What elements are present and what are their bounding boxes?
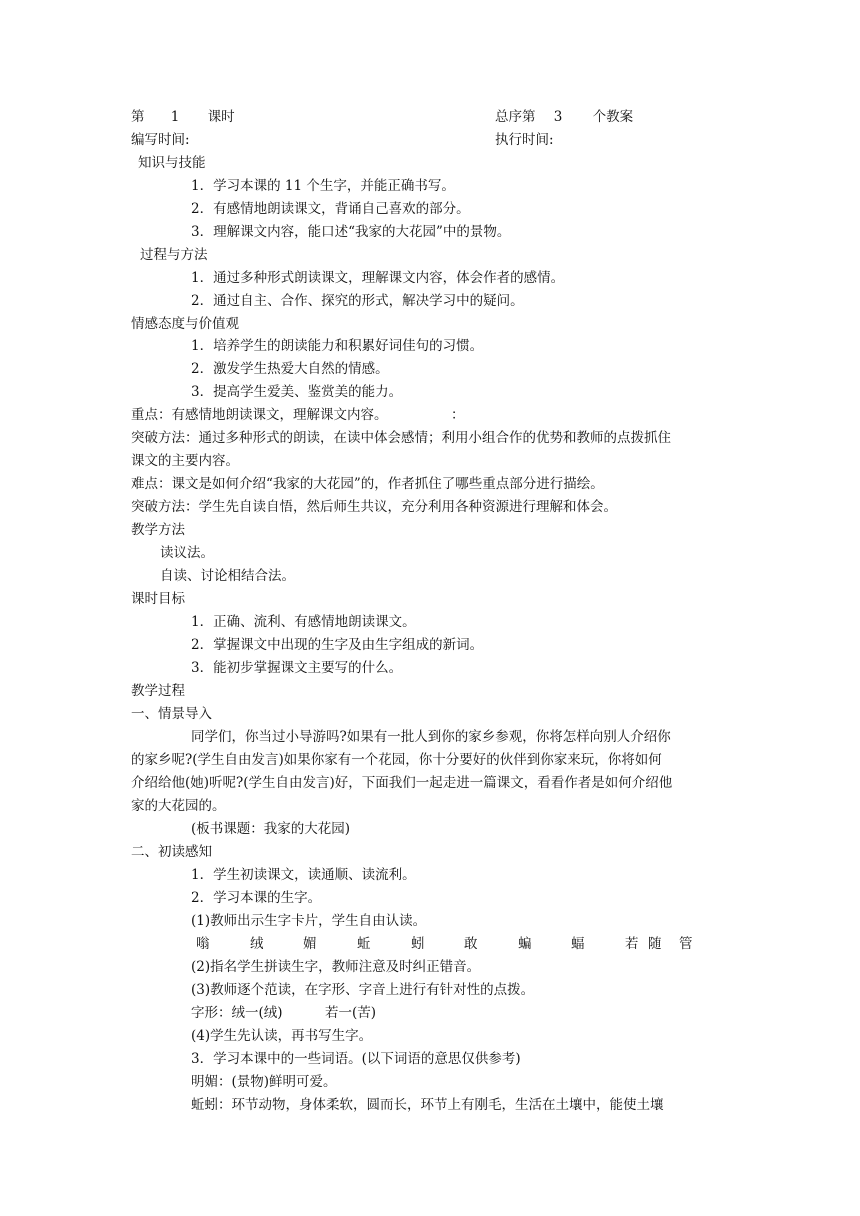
section-title-intro: 一、情景导入 (131, 706, 212, 722)
focus-stray-colon: ： (451, 407, 465, 423)
teaching-process-title: 教学过程 (131, 683, 185, 699)
intro-paragraph-line: 家的大花园的。 (131, 798, 226, 814)
step-item: 1．学生初读课文，读通顺、读流利。 (191, 867, 416, 883)
lesson-goal-item: 2．掌握课文中出现的生字及由生字组成的新词。 (191, 637, 484, 653)
character: 若 (625, 936, 639, 952)
process-method-item: 1．通过多种形式朗读课文，理解课文内容，体会作者的感情。 (191, 270, 565, 286)
character: 敢 (464, 936, 478, 952)
plan-number-label (495, 108, 633, 126)
focus-point: 重点：有感情地朗读课文，理解课文内容。 (131, 407, 388, 423)
character: 媚 (303, 936, 317, 952)
sub-step-item: (3)教师逐个范读，在字形、字音上进行有针对性的点拨。 (191, 982, 535, 998)
character: 蚓 (411, 936, 425, 952)
knowledge-item: 1．学习本课的 11 个生字，并能正确书写。 (191, 178, 455, 194)
section-title-first-reading: 二、初读感知 (131, 844, 212, 860)
board-title: (板书课题：我家的大花园) (191, 821, 351, 837)
focus-method-line: 课文的主要内容。 (131, 453, 239, 469)
character: 嗡 (196, 936, 210, 952)
glyph-comparison-2: 若一(苦) (325, 1005, 377, 1021)
process-method-item: 2．通过自主、合作、探究的形式，解决学习中的疑问。 (191, 293, 524, 309)
sub-step-item: (4)学生先认读，再书写生字。 (191, 1028, 373, 1044)
emotion-title: 情感态度与价值观 (131, 316, 239, 332)
knowledge-item: 3．理解课文内容，能口述“我家的大花园”中的景物。 (191, 224, 511, 240)
written-time: 编写时间: (131, 132, 190, 148)
process-method-title: 过程与方法 (140, 247, 208, 263)
lesson-number: 1 (170, 109, 180, 125)
lesson-goal-item: 1．正确、流利、有感情地朗读课文。 (191, 614, 416, 630)
teaching-method-item: 自读、讨论相结合法。 (160, 568, 295, 584)
intro-paragraph-line: 同学们，你当过小导游吗?如果有一批人到你的家乡参观，你将怎样向别人介绍你 (191, 729, 671, 745)
sub-step-item: (2)指名学生拼读生字，教师注意及时纠正错音。 (191, 959, 481, 975)
teaching-method-title: 教学方法 (131, 522, 185, 538)
word-definition: 蚯蚓：环节动物，身体柔软，圆而长，环节上有刚毛，生活在土壤中，能使土壤 (191, 1097, 664, 1113)
intro-paragraph-line: 介绍给他(她)听呢?(学生自由发言)好，下面我们一起走进一篇课文，看看作者是如何介绍他 (131, 775, 673, 791)
emotion-item: 2．激发学生热爱大自然的情感。 (191, 361, 389, 377)
character: 随 (648, 936, 662, 952)
lesson-goal-item: 3．能初步掌握课文主要写的什么。 (191, 660, 403, 676)
knowledge-item: 2．有感情地朗读课文，背诵自己喜欢的部分。 (191, 201, 470, 217)
character: 管 (679, 936, 693, 952)
character: 蝙 (518, 936, 532, 952)
character: 蝠 (571, 936, 585, 952)
lesson-suffix: 课时 (207, 109, 235, 125)
knowledge-title: 知识与技能 (138, 155, 206, 171)
emotion-item: 1．培养学生的朗读能力和积累好词佳句的习惯。 (191, 338, 484, 354)
difficulty-method: 突破方法：学生先自读自悟，然后师生共议，充分利用各种资源进行理解和体会。 (131, 499, 617, 515)
glyph-comparison: 字形：绒一(绒) (191, 1005, 283, 1021)
difficulty-point: 难点：课文是如何介绍“我家的大花园”的，作者抓住了哪些重点部分进行描绘。 (131, 476, 604, 492)
sub-step-item: (1)教师出示生字卡片，学生自由认读。 (191, 913, 427, 929)
teaching-method-item: 读议法。 (160, 545, 214, 561)
execution-time: 执行时间: (495, 132, 554, 148)
word-definition: 明媚：(景物)鲜明可爱。 (191, 1074, 337, 1090)
intro-paragraph-line: 的家乡呢?(学生自由发言)如果你家有一个花园，你十分要好的伙伴到你家来玩，你将如何 (131, 752, 662, 768)
lesson-goals-title: 课时目标 (131, 591, 185, 607)
step-item: 2．学习本课的生字。 (191, 890, 322, 906)
lesson-prefix: 第 (131, 109, 145, 125)
plan-suffix: 个教案 (592, 109, 634, 125)
plan-number: 3 (553, 109, 563, 125)
focus-method-line: 突破方法：通过多种形式的朗读，在读中体会感情；利用小组合作的优势和教师的点拨抓住 (131, 430, 671, 446)
plan-prefix: 总序第 (495, 109, 536, 125)
lesson-number-label (131, 108, 235, 126)
emotion-item: 3．提高学生爱美、鉴赏美的能力。 (191, 384, 403, 400)
character: 绒 (250, 936, 264, 952)
step-item: 3．学习本课中的一些词语。(以下词语的意思仅供参考) (191, 1051, 521, 1067)
character: 蚯 (357, 936, 371, 952)
